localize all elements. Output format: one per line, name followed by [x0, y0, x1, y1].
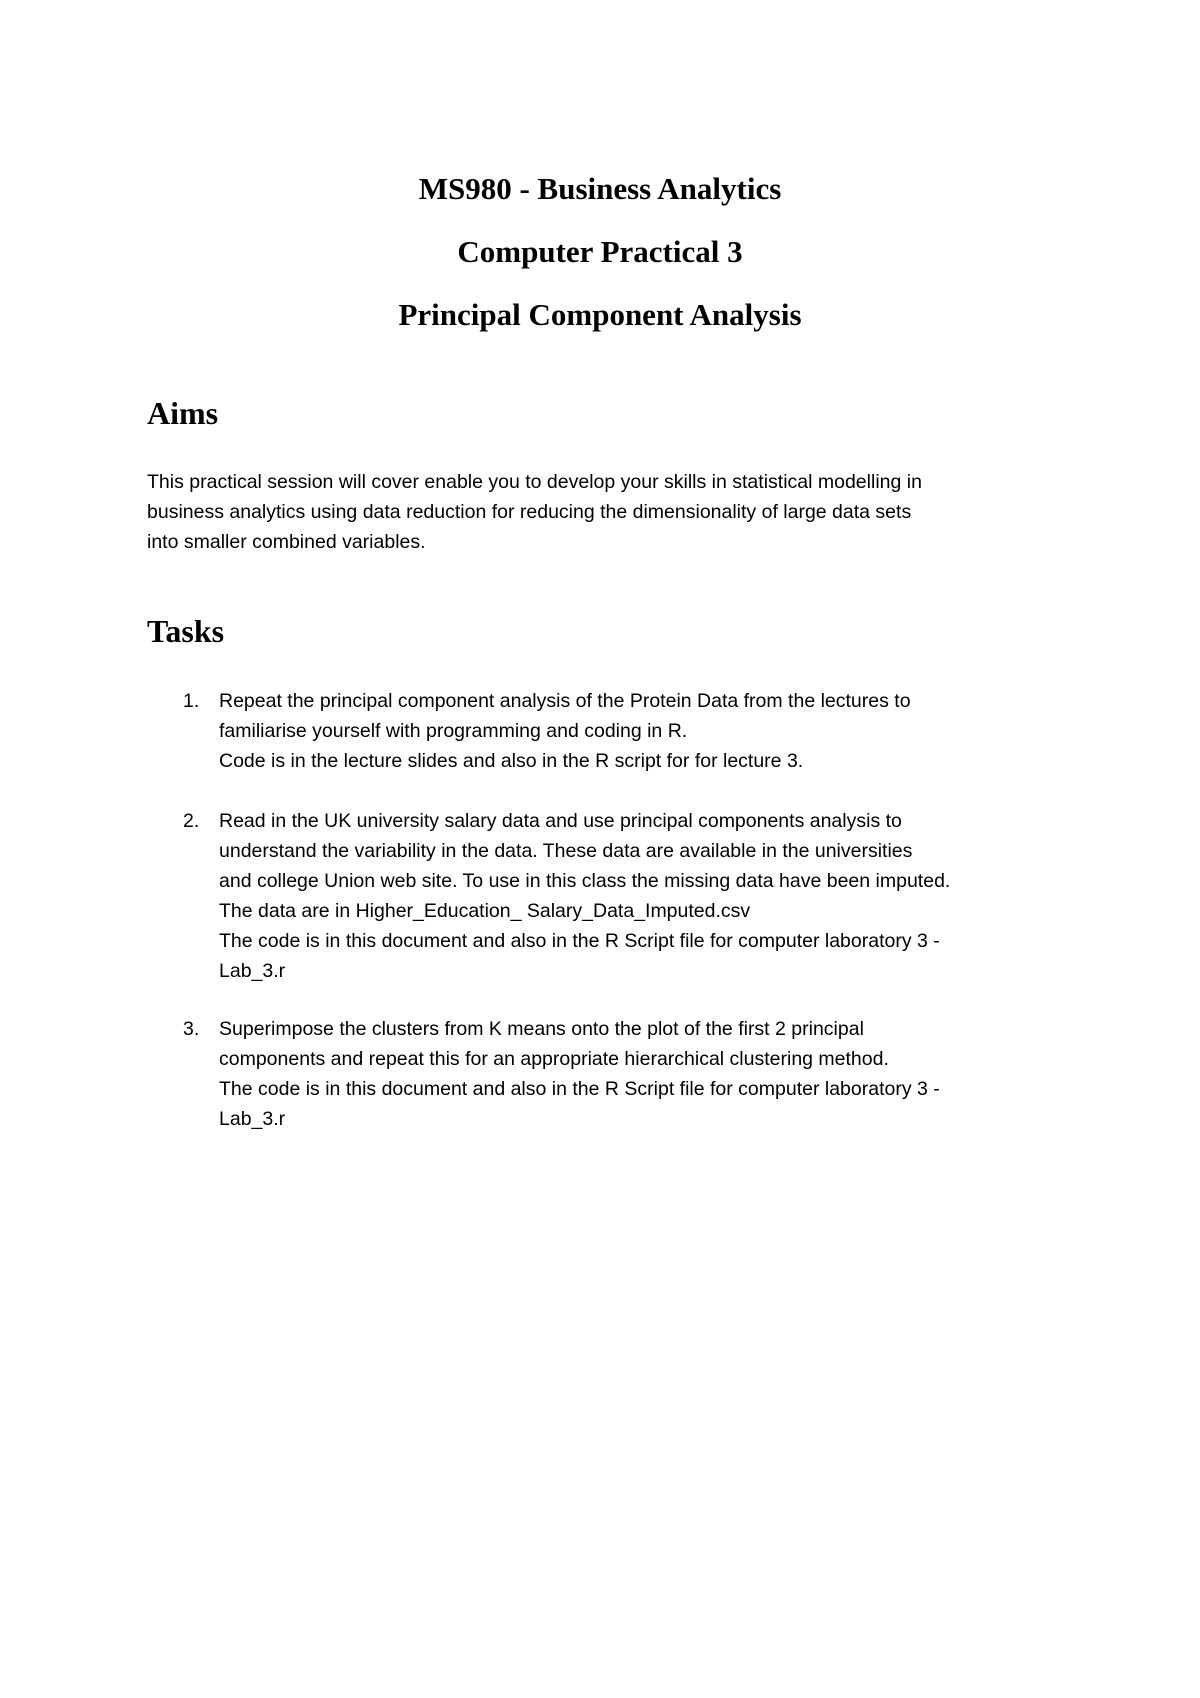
- task-line: Lab_3.r: [219, 1108, 286, 1130]
- aims-line: business analytics using data reduction for reducing the dimensionality of large data sets: [147, 501, 912, 523]
- task-item-3: [147, 1014, 1077, 1134]
- tasks-heading: Tasks: [147, 613, 225, 649]
- aims-paragraph: [147, 467, 1077, 557]
- task-line: familiarise yourself with programming and coding in R.: [219, 720, 688, 742]
- task-number: 2.: [183, 810, 200, 832]
- task-line: and college Union web site. To use in this class the missing data have been imputed.: [219, 870, 951, 892]
- aims-line: into smaller combined variables.: [147, 531, 426, 553]
- aims-heading: Aims: [147, 395, 219, 431]
- task-line: The code is in this document and also in the R Script file for computer laboratory 3 -: [219, 1078, 940, 1100]
- task-line: Code is in the lecture slides and also in the R script for for lecture 3.: [219, 750, 804, 772]
- topic-title: Principal Component Analysis: [398, 297, 802, 332]
- task-number: 1.: [183, 690, 200, 712]
- task-item-2: [147, 806, 1077, 986]
- task-line: The data are in Higher_Education_ Salary_Data_Imputed.csv: [219, 900, 751, 922]
- task-line: The code is in this document and also in the R Script file for computer laboratory 3 -: [219, 930, 940, 952]
- task-number: 3.: [183, 1018, 200, 1040]
- task-line: understand the variability in the data. These data are available in the universities: [219, 840, 913, 862]
- task-line: components and repeat this for an appropriate hierarchical clustering method.: [219, 1048, 889, 1070]
- task-line: Lab_3.r: [219, 960, 286, 982]
- course-title: MS980 - Business Analytics: [418, 171, 782, 206]
- practical-title: Computer Practical 3: [457, 234, 743, 269]
- task-item-1: [147, 686, 1077, 776]
- task-line: Read in the UK university salary data and use principal components analysis to: [219, 810, 902, 832]
- task-line: Superimpose the clusters from K means onto the plot of the first 2 principal: [219, 1018, 864, 1040]
- aims-line: This practical session will cover enable you to develop your skills in statistical modelling in: [147, 471, 922, 493]
- task-line: Repeat the principal component analysis of the Protein Data from the lectures to: [219, 690, 911, 712]
